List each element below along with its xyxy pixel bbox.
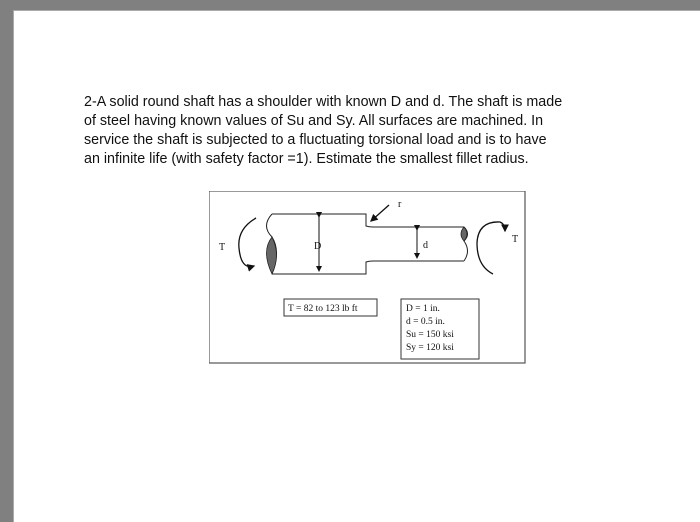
spec-Sy: Sy = 120 ksi xyxy=(406,343,454,353)
document-page xyxy=(13,10,700,522)
label-D: D xyxy=(314,241,322,252)
label-r: r xyxy=(398,199,402,210)
spec-D: D = 1 in. xyxy=(406,304,440,314)
spec-Su: Su = 150 ksi xyxy=(406,330,454,340)
shaft-diagram xyxy=(209,191,529,366)
problem-statement: 2-A solid round shaft has a shoulder with known D and d. The shaft is made of steel having known values of Su and Sy. All surfaces are machined. In service the shaft is subjected to a fluctuating torsional load and is to have an infinite life (with safety factor =1). Estimate the smallest fillet radius. xyxy=(84,94,563,167)
torque-range: T = 82 to 123 lb ft xyxy=(288,304,358,314)
label-d: d xyxy=(423,240,428,251)
label-T-right: T xyxy=(512,234,519,245)
label-T-left: T xyxy=(219,242,226,253)
spec-d: d = 0.5 in. xyxy=(406,317,445,327)
